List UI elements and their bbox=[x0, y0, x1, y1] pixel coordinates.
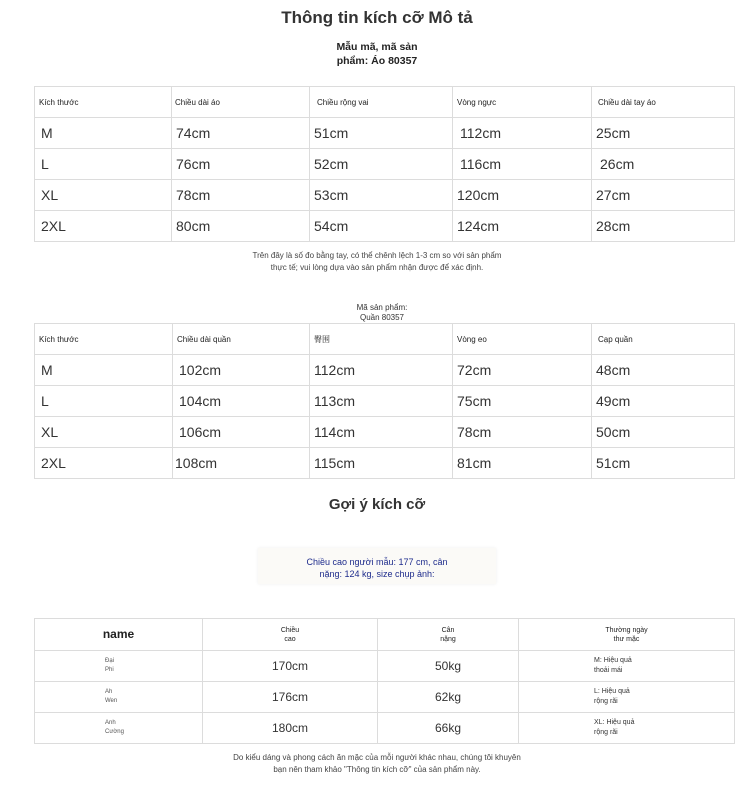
value-cell: 112cm bbox=[310, 355, 453, 386]
shirt-size-table bbox=[34, 86, 735, 242]
value-cell: 50cm bbox=[592, 417, 735, 448]
value-cell: 120cm bbox=[453, 180, 592, 211]
table-row bbox=[35, 651, 735, 682]
header-weight: Cân nặng bbox=[378, 619, 519, 651]
value-cell: 51cm bbox=[310, 118, 453, 149]
header-waistband: Cạp quần bbox=[592, 324, 735, 355]
header-pants-length: Chiều dài quần bbox=[173, 324, 310, 355]
pants-product-code: Mã sản phẩm: Quần 80357 bbox=[356, 303, 408, 322]
size-cell: L bbox=[35, 386, 173, 417]
table-header-row bbox=[35, 619, 735, 651]
value-cell: 102cm bbox=[173, 355, 310, 386]
header-sleeve-length: Chiều dài tay áo bbox=[592, 87, 735, 118]
header-size: Kích thước bbox=[35, 87, 172, 118]
header-size: Kích thước bbox=[35, 324, 173, 355]
value-cell: 54cm bbox=[310, 211, 453, 242]
value-cell: 26cm bbox=[592, 149, 735, 180]
header-waist: Vòng eo bbox=[453, 324, 592, 355]
table-row bbox=[35, 417, 735, 448]
size-cell: XL bbox=[35, 180, 172, 211]
table-row bbox=[35, 211, 735, 242]
height-cell: 170cm bbox=[203, 651, 378, 682]
value-cell: 108cm bbox=[173, 448, 310, 479]
value-cell: 53cm bbox=[310, 180, 453, 211]
model-info-text: Chiều cao người mẫu: 177 cm, cân nặng: 124 kg, size chụp ảnh: bbox=[306, 557, 448, 579]
value-cell: 80cm bbox=[172, 211, 310, 242]
value-cell: 112cm bbox=[453, 118, 592, 149]
value-cell: 48cm bbox=[592, 355, 735, 386]
table-row bbox=[35, 118, 735, 149]
value-cell: 78cm bbox=[172, 180, 310, 211]
size-cell: M bbox=[35, 118, 172, 149]
value-cell: 106cm bbox=[173, 417, 310, 448]
pants-size-table bbox=[34, 323, 735, 479]
value-cell: 116cm bbox=[453, 149, 592, 180]
fit-cell: L: Hiệu quả rộng rãi bbox=[519, 682, 735, 713]
value-cell: 52cm bbox=[310, 149, 453, 180]
size-recommendation-table bbox=[34, 618, 735, 744]
value-cell: 51cm bbox=[592, 448, 735, 479]
height-cell: 180cm bbox=[203, 713, 378, 744]
weight-cell: 66kg bbox=[378, 713, 519, 744]
table-header-row bbox=[35, 87, 735, 118]
header-shoulder-width: Chiều rộng vai bbox=[310, 87, 453, 118]
table-row bbox=[35, 682, 735, 713]
value-cell: 113cm bbox=[310, 386, 453, 417]
shirt-product-code: Mẫu mã, mã sản phẩm: Áo 80357 bbox=[336, 41, 418, 67]
table-row bbox=[35, 713, 735, 744]
weight-cell: 62kg bbox=[378, 682, 519, 713]
header-daily-wear: Thường ngày thư mặc bbox=[519, 619, 735, 651]
value-cell: 78cm bbox=[453, 417, 592, 448]
table-row bbox=[35, 448, 735, 479]
header-shirt-length: Chiều dài áo bbox=[172, 87, 310, 118]
size-suggestion-title: Gợi ý kích cỡ bbox=[328, 496, 426, 513]
value-cell: 76cm bbox=[172, 149, 310, 180]
value-cell: 124cm bbox=[453, 211, 592, 242]
size-cell: 2XL bbox=[35, 211, 172, 242]
page-title: Thông tin kích cỡ Mô tả bbox=[281, 8, 473, 27]
measurement-note: Trên đây là số đo bằng tay, có thể chênh lệch 1-3 cm so với sản phẩm thực tế; vui lòng dựa vào sản phẩm nhận được để xác định. bbox=[252, 251, 502, 272]
person-name: Đại Phi bbox=[35, 651, 203, 682]
table-row bbox=[35, 149, 735, 180]
size-cell: 2XL bbox=[35, 448, 173, 479]
size-cell: L bbox=[35, 149, 172, 180]
person-name: Anh Cường bbox=[35, 713, 203, 744]
person-name: Ah Wen bbox=[35, 682, 203, 713]
value-cell: 115cm bbox=[310, 448, 453, 479]
size-cell: M bbox=[35, 355, 173, 386]
value-cell: 72cm bbox=[453, 355, 592, 386]
header-hip: 臀围 bbox=[310, 324, 453, 355]
height-cell: 176cm bbox=[203, 682, 378, 713]
footer-note: Do kiểu dáng và phong cách ăn mặc của mỗi người khác nhau, chúng tôi khuyên bạn nên tham khảo "Thông tin kích cỡ" của sản phẩm này. bbox=[233, 753, 521, 774]
value-cell: 27cm bbox=[592, 180, 735, 211]
table-row bbox=[35, 180, 735, 211]
value-cell: 28cm bbox=[592, 211, 735, 242]
value-cell: 49cm bbox=[592, 386, 735, 417]
fit-cell: M: Hiệu quả thoải mái bbox=[519, 651, 735, 682]
fit-cell: XL: Hiệu quả rộng rãi bbox=[519, 713, 735, 744]
size-cell: XL bbox=[35, 417, 173, 448]
table-header-row bbox=[35, 324, 735, 355]
table-row bbox=[35, 355, 735, 386]
value-cell: 81cm bbox=[453, 448, 592, 479]
value-cell: 25cm bbox=[592, 118, 735, 149]
table-row bbox=[35, 386, 735, 417]
value-cell: 114cm bbox=[310, 417, 453, 448]
header-chest: Vòng ngực bbox=[453, 87, 592, 118]
value-cell: 104cm bbox=[173, 386, 310, 417]
header-height: Chiều cao bbox=[203, 619, 378, 651]
header-name: name bbox=[35, 619, 203, 651]
value-cell: 75cm bbox=[453, 386, 592, 417]
value-cell: 74cm bbox=[172, 118, 310, 149]
weight-cell: 50kg bbox=[378, 651, 519, 682]
